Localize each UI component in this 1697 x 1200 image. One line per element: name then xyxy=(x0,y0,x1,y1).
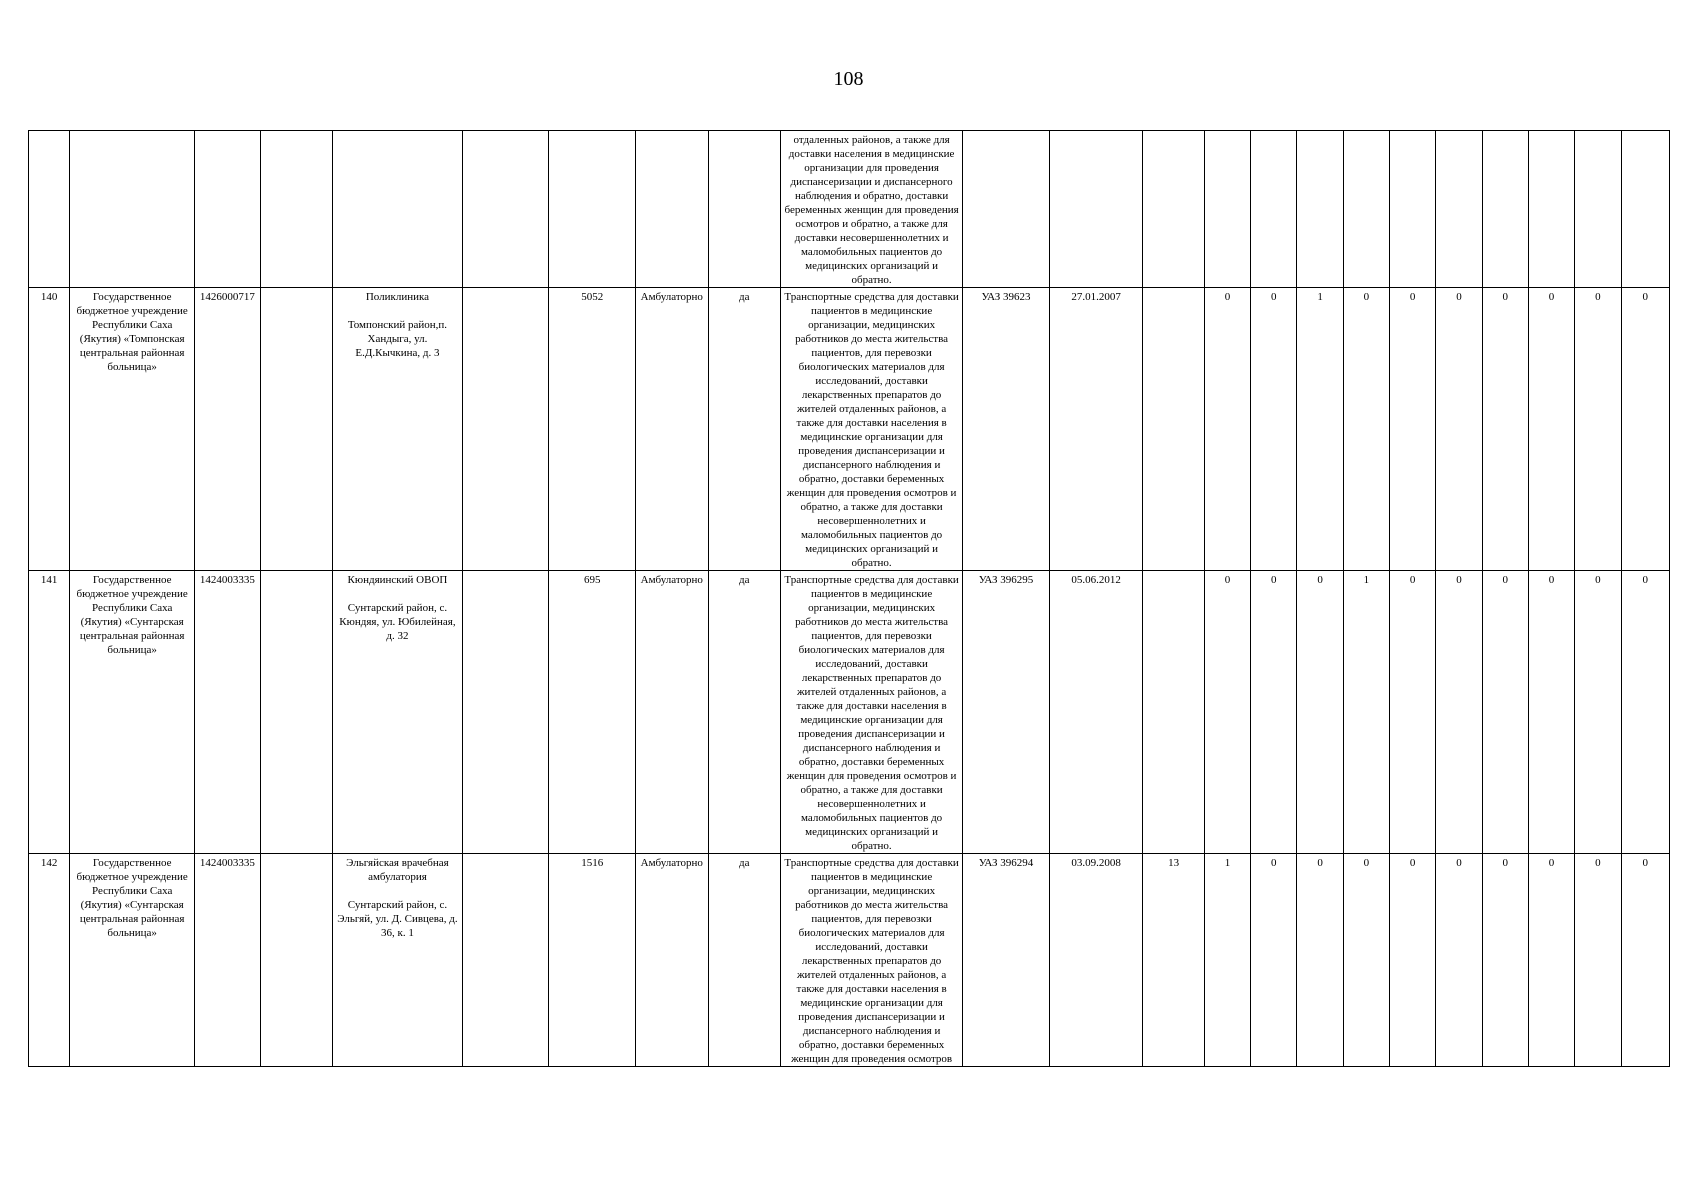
count-cell: 0 xyxy=(1343,854,1389,1067)
population-cell: 1516 xyxy=(549,854,636,1067)
org-cell: Государственное бюджетное учреждение Республики Саха (Якутия) «Сунтарская центральная районная больница» xyxy=(70,854,195,1067)
count-cell: 0 xyxy=(1528,288,1574,571)
org-cell: Государственное бюджетное учреждение Республики Саха (Якутия) «Томпонская центральная районная больница» xyxy=(70,288,195,571)
count-cell: 0 xyxy=(1621,854,1670,1067)
date-cell xyxy=(1049,131,1143,288)
extra-cell xyxy=(1143,288,1204,571)
num-cell: 141 xyxy=(29,571,70,854)
count-cell: 1 xyxy=(1343,571,1389,854)
count-cell xyxy=(1575,131,1621,288)
description-cell: Транспортные средства для доставки пациентов в медицинские организации, медицинских работников до места жительства пациентов, для перевозки биологических материалов для исследований, доставки лекарственных препаратов до жителей отдаленных районов, а также для доставки населения в медицинские организации для проведения диспансеризации и диспансерного наблюдения и обратно, доставки беременных женщин для проведения осмотров и обратно, а также для доставки несовершеннолетних и маломобильных пациентов до медицинских организаций и обратно. xyxy=(781,571,963,854)
count-cell: 0 xyxy=(1482,571,1528,854)
count-cell xyxy=(1390,131,1436,288)
count-cell: 0 xyxy=(1251,288,1297,571)
count-cell: 0 xyxy=(1390,571,1436,854)
facility-name: Поликлиника xyxy=(365,291,430,303)
org-cell: Государственное бюджетное учреждение Республики Саха (Якутия) «Сунтарская центральная районная больница» xyxy=(70,571,195,854)
facility-cell xyxy=(333,854,463,1067)
facility-cell xyxy=(333,131,463,288)
facility-cell xyxy=(333,571,463,854)
count-cell: 0 xyxy=(1297,854,1343,1067)
count-cell: 0 xyxy=(1343,288,1389,571)
num-cell: 142 xyxy=(29,854,70,1067)
type-cell: Амбулаторно xyxy=(636,854,708,1067)
vehicle-cell: УАЗ 39623 xyxy=(963,288,1050,571)
vehicle-cell: УАЗ 396294 xyxy=(963,854,1050,1067)
description-cell: Транспортные средства для доставки пациентов в медицинские организации, медицинских работников до места жительства пациентов, для перевозки биологических материалов для исследований, доставки лекарственных препаратов до жителей отдаленных районов, а также для доставки населения в медицинские организации для проведения диспансеризации и диспансерного наблюдения и обратно, доставки беременных женщин для проведения осмотров xyxy=(781,854,963,1067)
extra-cell xyxy=(1143,131,1204,288)
facility-address: Сунтарский район, с. Эльгяй, ул. Д. Сивцева, д. 36, к. 1 xyxy=(337,899,458,939)
count-cell: 0 xyxy=(1528,571,1574,854)
population-cell: 5052 xyxy=(549,288,636,571)
count-cell: 0 xyxy=(1621,288,1670,571)
count-cell xyxy=(1436,131,1482,288)
empty-cell xyxy=(462,854,549,1067)
registry-table xyxy=(28,130,1670,1067)
count-cell: 0 xyxy=(1251,854,1297,1067)
count-cell: 0 xyxy=(1436,854,1482,1067)
page-number: 108 xyxy=(833,68,864,90)
population-cell: 695 xyxy=(549,571,636,854)
count-cell xyxy=(1343,131,1389,288)
inn-cell: 1424003335 xyxy=(195,854,260,1067)
extra-cell: 13 xyxy=(1143,854,1204,1067)
facility-name: Эльгяйская врачебная амбулатория xyxy=(346,857,449,883)
table-row xyxy=(29,571,1670,854)
count-cell: 1 xyxy=(1204,854,1250,1067)
count-cell: 0 xyxy=(1621,571,1670,854)
empty-cell xyxy=(462,571,549,854)
flag-cell: да xyxy=(708,854,780,1067)
flag-cell xyxy=(708,131,780,288)
count-cell xyxy=(1297,131,1343,288)
count-cell: 1 xyxy=(1297,288,1343,571)
count-cell: 0 xyxy=(1575,854,1621,1067)
flag-cell: да xyxy=(708,288,780,571)
extra-cell xyxy=(1143,571,1204,854)
count-cell: 0 xyxy=(1204,288,1250,571)
count-cell xyxy=(1528,131,1574,288)
count-cell xyxy=(1204,131,1250,288)
count-cell: 0 xyxy=(1297,571,1343,854)
facility-address: Сунтарский район, с. Кюндяя, ул. Юбилейная, д. 32 xyxy=(339,602,456,642)
inn-cell: 1424003335 xyxy=(195,571,260,854)
count-cell xyxy=(1251,131,1297,288)
num-cell xyxy=(29,131,70,288)
count-cell: 0 xyxy=(1482,288,1528,571)
empty-cell xyxy=(260,854,332,1067)
inn-cell xyxy=(195,131,260,288)
count-cell: 0 xyxy=(1528,854,1574,1067)
facility-address: Томпонский район,п. Хандыга, ул. Е.Д.Кычкина, д. 3 xyxy=(347,319,448,359)
count-cell xyxy=(1621,131,1670,288)
count-cell: 0 xyxy=(1390,854,1436,1067)
count-cell: 0 xyxy=(1575,288,1621,571)
count-cell xyxy=(1482,131,1528,288)
description-cell: отдаленных районов, а также для доставки населения в медицинские организации для проведения диспансеризации и диспансерного наблюдения и обратно, доставки беременных женщин для проведения осмотров и обратно, а также для доставки несовершеннолетних и маломобильных пациентов до медицинских организаций и обратно. xyxy=(781,131,963,288)
vehicle-cell: УАЗ 396295 xyxy=(963,571,1050,854)
vehicle-cell xyxy=(963,131,1050,288)
description-cell: Транспортные средства для доставки пациентов в медицинские организации, медицинских работников до места жительства пациентов, для перевозки биологических материалов для исследований, доставки лекарственных препаратов до жителей отдаленных районов, а также для доставки населения в медицинские организации для проведения диспансеризации и диспансерного наблюдения и обратно, доставки беременных женщин для проведения осмотров и обратно, а также для доставки несовершеннолетних и маломобильных пациентов до медицинских организаций и обратно. xyxy=(781,288,963,571)
facility-cell xyxy=(333,288,463,571)
num-cell: 140 xyxy=(29,288,70,571)
count-cell: 0 xyxy=(1436,571,1482,854)
empty-cell xyxy=(260,571,332,854)
empty-cell xyxy=(260,131,332,288)
count-cell: 0 xyxy=(1390,288,1436,571)
type-cell: Амбулаторно xyxy=(636,288,708,571)
org-cell xyxy=(70,131,195,288)
table-row xyxy=(29,854,1670,1067)
date-cell: 03.09.2008 xyxy=(1049,854,1143,1067)
count-cell: 0 xyxy=(1575,571,1621,854)
inn-cell: 1426000717 xyxy=(195,288,260,571)
facility-name: Кюндяинский ОВОП xyxy=(347,574,448,586)
table-row xyxy=(29,288,1670,571)
type-cell: Амбулаторно xyxy=(636,571,708,854)
date-cell: 05.06.2012 xyxy=(1049,571,1143,854)
flag-cell: да xyxy=(708,571,780,854)
table-row xyxy=(29,131,1670,288)
type-cell xyxy=(636,131,708,288)
empty-cell xyxy=(260,288,332,571)
population-cell xyxy=(549,131,636,288)
count-cell: 0 xyxy=(1482,854,1528,1067)
count-cell: 0 xyxy=(1204,571,1250,854)
count-cell: 0 xyxy=(1436,288,1482,571)
empty-cell xyxy=(462,288,549,571)
empty-cell xyxy=(462,131,549,288)
date-cell: 27.01.2007 xyxy=(1049,288,1143,571)
count-cell: 0 xyxy=(1251,571,1297,854)
